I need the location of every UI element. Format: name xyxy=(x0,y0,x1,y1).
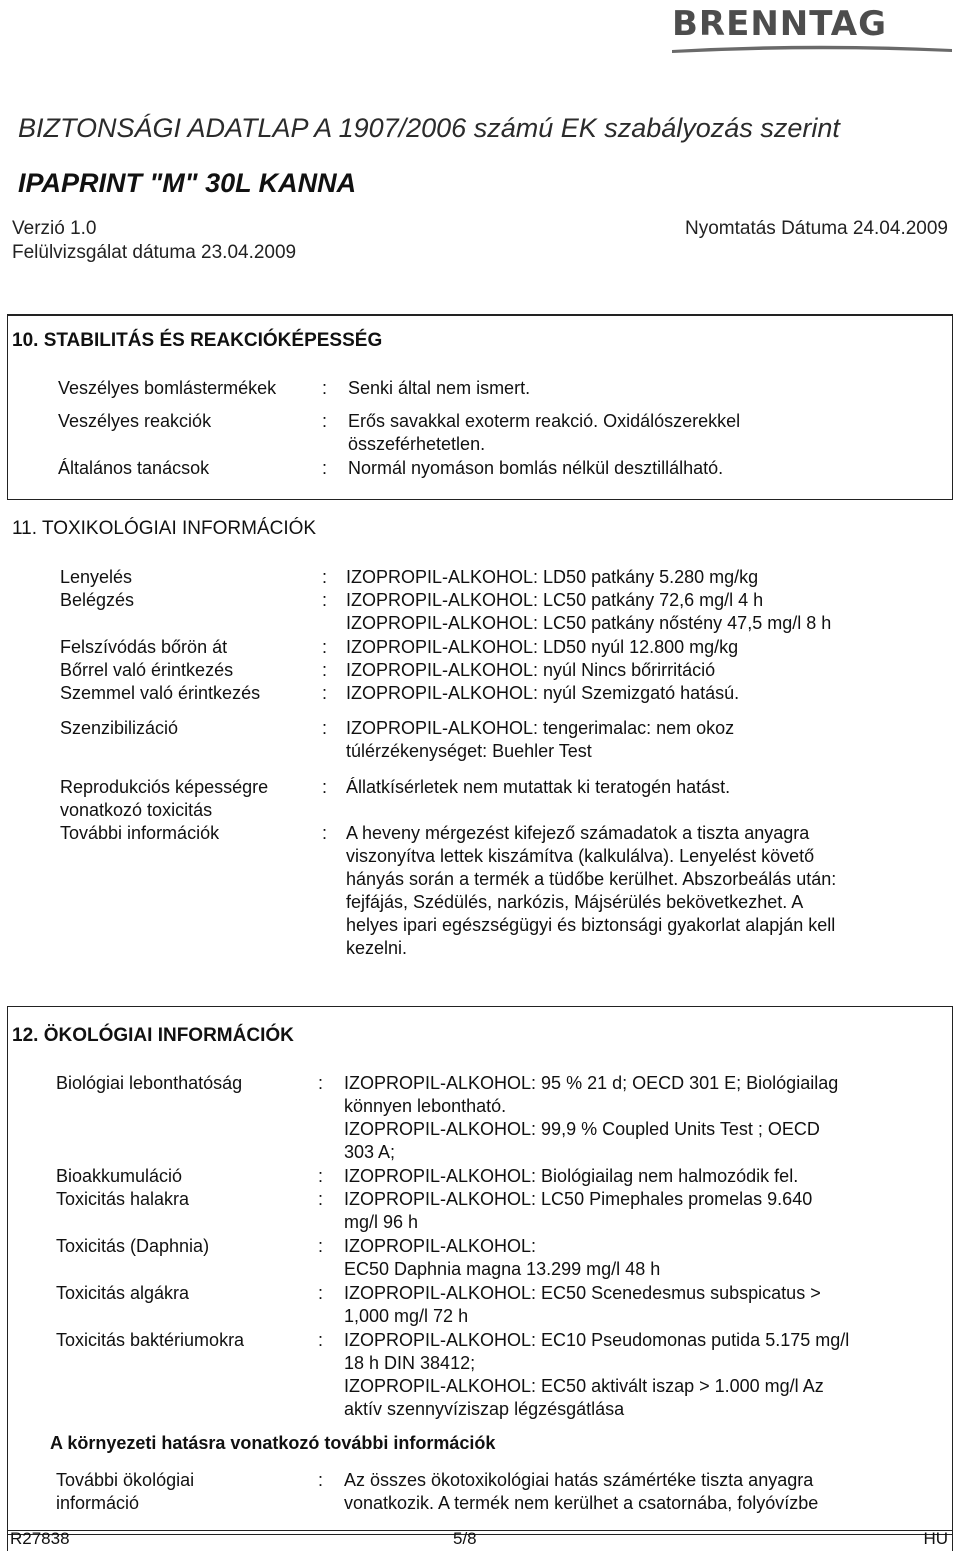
property-value-line: IZOPROPIL-ALKOHOL: Biológiailag nem halmozódik fel. xyxy=(344,1166,799,1186)
colon-separator: : xyxy=(322,590,328,610)
property-label-line: További ökológiai xyxy=(56,1470,195,1490)
property-value-line: könnyen lebontható. xyxy=(344,1096,507,1116)
property-label-line: Toxicitás algákra xyxy=(56,1283,190,1303)
colon-separator: : xyxy=(318,1330,324,1350)
property-label-line: További információk xyxy=(60,823,220,843)
colon-separator: : xyxy=(318,1189,324,1209)
section-10-title: 10. STABILITÁS ÉS REAKCIÓKÉPESSÉG xyxy=(12,330,383,351)
property-value-line: A heveny mérgezést kifejező számadatok a tiszta anyagra xyxy=(346,823,810,843)
property-value xyxy=(344,1329,849,1421)
colon-separator: : xyxy=(322,378,328,398)
footer-doc-number: R27838 xyxy=(10,1529,70,1548)
property-value-line: IZOPROPIL-ALKOHOL: LC50 patkány nőstény 47,5 mg/l 8 h xyxy=(346,613,832,633)
property-value-line: IZOPROPIL-ALKOHOL: tengerimalac: nem okoz xyxy=(346,718,735,738)
property-label xyxy=(56,1282,189,1305)
section-12-subheading: A környezeti hatásra vonatkozó további információk xyxy=(50,1433,496,1453)
property-value-line: Állatkísérletek nem mutattak ki teratogén hatást. xyxy=(346,777,731,797)
property-value-line: 303 A; xyxy=(344,1142,396,1162)
document-title: BIZTONSÁGI ADATLAP A 1907/2006 számú EK szabályozás szerint xyxy=(18,113,840,143)
property-label-line: információ xyxy=(56,1493,140,1513)
property-value-line: viszonyítva lettek kiszámítva (kalkulálva). Lenyelést követő xyxy=(346,846,815,866)
property-value-line: IZOPROPIL-ALKOHOL: EC50 Scenedesmus subspicatus > xyxy=(344,1283,821,1303)
property-value xyxy=(346,566,758,589)
property-value-line: 1,000 mg/l 72 h xyxy=(344,1306,469,1326)
property-value-line: összeférhetetlen. xyxy=(348,434,486,454)
property-value-line: Senki által nem ismert. xyxy=(348,378,531,398)
property-label-line: Toxicitás (Daphnia) xyxy=(56,1236,210,1256)
property-label xyxy=(56,1329,244,1352)
logo-text: BRENNTAG xyxy=(672,4,888,44)
footer-lang: HU xyxy=(923,1529,948,1548)
property-value-line: Az összes ökotoxikológiai hatás számértéke tiszta anyagra xyxy=(344,1470,814,1490)
property-value-line: IZOPROPIL-ALKOHOL: 99,9 % Coupled Units Test ; OECD xyxy=(344,1119,820,1139)
section-10-title-bar xyxy=(7,314,953,316)
property-label xyxy=(56,1235,209,1258)
property-label-line: Veszélyes reakciók xyxy=(58,411,212,431)
property-value-line: IZOPROPIL-ALKOHOL: LC50 Pimephales promelas 9.640 xyxy=(344,1189,813,1209)
property-label xyxy=(60,659,233,682)
brand-logo xyxy=(672,4,952,52)
property-label xyxy=(58,377,276,400)
property-value xyxy=(344,1282,821,1328)
property-value xyxy=(344,1072,838,1164)
property-label-line: Belégzés xyxy=(60,590,135,610)
property-value xyxy=(344,1235,660,1281)
property-label xyxy=(60,589,134,612)
property-value-line: fejfájás, Szédülés, narkózis, Májsérülés bekövetkezhet. A xyxy=(346,892,804,912)
property-value-line: IZOPROPIL-ALKOHOL: 95 % 21 d; OECD 301 E; Biológiailag xyxy=(344,1073,839,1093)
property-label xyxy=(60,822,219,845)
footer-bar xyxy=(7,1530,953,1551)
property-label xyxy=(60,717,178,740)
property-value-line: IZOPROPIL-ALKOHOL: EC10 Pseudomonas putida 5.175 mg/l xyxy=(344,1330,850,1350)
property-value-line: IZOPROPIL-ALKOHOL: LC50 patkány 72,6 mg/l 4 h xyxy=(346,590,764,610)
version-label: Verzió 1.0 xyxy=(12,218,97,239)
property-label xyxy=(58,410,211,433)
property-label-line: Reprodukciós képességre xyxy=(60,777,269,797)
property-value xyxy=(346,659,715,682)
property-label xyxy=(56,1072,242,1095)
property-value xyxy=(346,776,730,799)
property-value-line: aktív szennyvíziszap légzésgátlása xyxy=(344,1399,625,1419)
property-label-line: vonatkozó toxicitás xyxy=(60,800,213,820)
property-label-line: Lenyelés xyxy=(60,567,133,587)
colon-separator: : xyxy=(318,1470,324,1490)
property-value xyxy=(348,457,723,480)
property-label-line: Veszélyes bomlástermékek xyxy=(58,378,277,398)
property-value-line: mg/l 96 h xyxy=(344,1212,419,1232)
property-value xyxy=(344,1469,818,1515)
property-value-line: IZOPROPIL-ALKOHOL: LD50 patkány 5.280 mg/kg xyxy=(346,567,759,587)
review-date: Felülvizsgálat dátuma 23.04.2009 xyxy=(12,242,297,263)
property-value-line: vonatkozik. A termék nem kerülhet a csatornába, folyóvízbe xyxy=(344,1493,819,1513)
colon-separator: : xyxy=(322,637,328,657)
print-date: Nyomtatás Dátuma 24.04.2009 xyxy=(685,218,948,239)
colon-separator: : xyxy=(322,458,328,478)
property-value-line: Erős savakkal exoterm reakció. Oxidálószerekkel xyxy=(348,411,741,431)
property-label xyxy=(60,682,260,705)
property-value-line: túlérzékenységet: Buehler Test xyxy=(346,741,592,761)
property-label xyxy=(60,776,268,822)
property-value xyxy=(346,636,738,659)
section-11-title: 11. TOXIKOLÓGIAI INFORMÁCIÓK xyxy=(12,518,317,539)
property-label xyxy=(56,1165,182,1188)
property-label xyxy=(60,636,227,659)
property-label xyxy=(56,1188,189,1211)
property-label-line: Toxicitás baktériumokra xyxy=(56,1330,245,1350)
brenntag-swoosh-icon xyxy=(672,44,952,54)
property-value-line: IZOPROPIL-ALKOHOL: xyxy=(344,1236,537,1256)
property-value-line: IZOPROPIL-ALKOHOL: nyúl Szemizgató hatású. xyxy=(346,683,740,703)
colon-separator: : xyxy=(318,1236,324,1256)
product-name: IPAPRINT "M" 30L KANNA xyxy=(18,168,357,198)
colon-separator: : xyxy=(322,411,328,431)
property-value-line: IZOPROPIL-ALKOHOL: nyúl Nincs bőrirritáció xyxy=(346,660,716,680)
property-value xyxy=(348,377,530,400)
property-value xyxy=(346,717,734,763)
property-value xyxy=(344,1165,798,1188)
property-value-line: hányás során a termék a tüdőbe kerülhet. Abszorbeálás után: xyxy=(346,869,837,889)
colon-separator: : xyxy=(318,1073,324,1093)
property-label-line: Bioakkumuláció xyxy=(56,1166,183,1186)
property-value-line: 18 h DIN 38412; xyxy=(344,1353,476,1373)
property-value-line: kezelni. xyxy=(346,938,408,958)
property-label-line: Felszívódás bőrön át xyxy=(60,637,228,657)
property-value-line: helyes ipari egészségügyi és biztonsági gyakorlat alapján kell xyxy=(346,915,836,935)
property-value xyxy=(348,410,740,456)
property-value-line: Normál nyomáson bomlás nélkül desztillálható. xyxy=(348,458,724,478)
property-value-line: EC50 Daphnia magna 13.299 mg/l 48 h xyxy=(344,1259,661,1279)
property-label-line: Szenzibilizáció xyxy=(60,718,179,738)
property-value xyxy=(346,682,739,705)
property-label-line: Biológiai lebonthatóság xyxy=(56,1073,243,1093)
property-value xyxy=(346,589,831,635)
colon-separator: : xyxy=(322,777,328,797)
property-label xyxy=(56,1469,194,1515)
colon-separator: : xyxy=(322,567,328,587)
colon-separator: : xyxy=(318,1283,324,1303)
colon-separator: : xyxy=(322,823,328,843)
colon-separator: : xyxy=(322,660,328,680)
property-label-line: Szemmel való érintkezés xyxy=(60,683,261,703)
property-value xyxy=(344,1188,812,1234)
property-value-line: IZOPROPIL-ALKOHOL: EC50 aktivált iszap > 1.000 mg/l Az xyxy=(344,1376,824,1396)
property-value-line: IZOPROPIL-ALKOHOL: LD50 nyúl 12.800 mg/kg xyxy=(346,637,739,657)
colon-separator: : xyxy=(322,683,328,703)
property-label-line: Toxicitás halakra xyxy=(56,1189,190,1209)
footer-page: 5/8 xyxy=(453,1529,477,1548)
property-label xyxy=(58,457,209,480)
colon-separator: : xyxy=(318,1166,324,1186)
property-label-line: Általános tanácsok xyxy=(58,458,210,478)
property-label xyxy=(60,566,132,589)
colon-separator: : xyxy=(322,718,328,738)
section-12-title: 12. ÖKOLÓGIAI INFORMÁCIÓK xyxy=(12,1025,294,1046)
property-value xyxy=(346,822,836,960)
property-label-line: Bőrrel való érintkezés xyxy=(60,660,234,680)
